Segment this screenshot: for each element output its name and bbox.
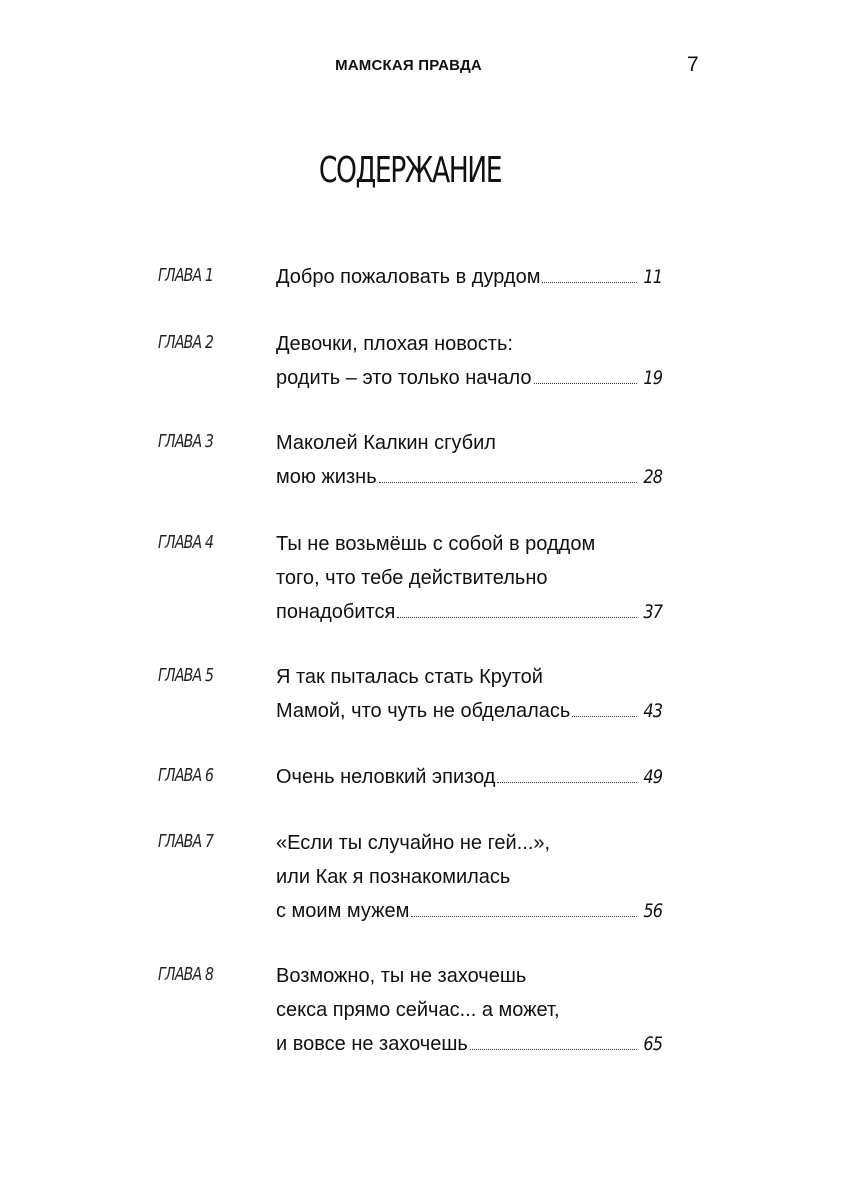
chapter-label: ГЛАВА 1 — [158, 265, 214, 286]
chapter-page-ref: 28 — [643, 466, 662, 488]
dot-leader — [470, 1035, 637, 1050]
dot-leader — [534, 369, 637, 384]
chapter-title-line: родить – это только начало — [276, 367, 532, 389]
chapter-label: ГЛАВА 2 — [158, 332, 214, 353]
chapter-page-ref: 19 — [643, 367, 662, 389]
toc-title: СОДЕРЖАНИЕ — [318, 150, 502, 191]
chapter-title-line: Девочки, плохая новость: — [276, 333, 513, 355]
chapter-title-line: Маколей Калкин сгубил — [276, 432, 496, 454]
chapter-title-line: Очень неловкий эпизод — [276, 766, 496, 788]
chapter-label: ГЛАВА 5 — [158, 665, 214, 686]
chapter-title-line: того, что тебе действительно — [276, 567, 548, 589]
chapter-title-line: и вовсе не захочешь — [276, 1033, 468, 1055]
dot-leader — [497, 768, 636, 783]
dot-leader — [572, 702, 637, 717]
chapter-title-line: Я так пыталась стать Крутой — [276, 666, 543, 688]
chapter-title-line: или Как я познакомилась — [276, 866, 511, 888]
dot-leader — [397, 603, 637, 618]
chapter-label: ГЛАВА 6 — [158, 765, 214, 786]
dot-leader — [542, 268, 636, 283]
chapter-page-ref: 49 — [643, 766, 662, 788]
chapter-title-line: с моим мужем — [276, 900, 410, 922]
dot-leader — [411, 902, 636, 917]
dot-leader — [379, 468, 637, 483]
chapter-page-ref: 43 — [643, 700, 662, 722]
chapter-page-ref: 56 — [643, 900, 662, 922]
chapter-page-ref: 11 — [643, 266, 662, 288]
chapter-title-line: Возможно, ты не захочешь — [276, 965, 527, 987]
chapter-title-line: «Если ты случайно не гей...», — [276, 832, 551, 854]
chapter-label: ГЛАВА 3 — [158, 431, 214, 452]
chapter-title-line: Ты не возьмёшь с собой в роддом — [276, 533, 596, 555]
chapter-title-line: секса прямо сейчас... а может, — [276, 999, 560, 1021]
chapter-page-ref: 65 — [643, 1033, 662, 1055]
chapter-title-line: понадобится — [276, 601, 396, 623]
chapter-label: ГЛАВА 8 — [158, 964, 214, 985]
page-number: 7 — [687, 53, 699, 76]
chapter-title-line: Добро пожаловать в дурдом — [276, 266, 541, 288]
running-head-book-title: МАМСКАЯ ПРАВДА — [335, 57, 482, 74]
chapter-title-line: Мамой, что чуть не обделалась — [276, 700, 571, 722]
chapter-title-line: мою жизнь — [276, 466, 377, 488]
chapter-page-ref: 37 — [643, 601, 662, 623]
chapter-label: ГЛАВА 7 — [158, 831, 214, 852]
chapter-label: ГЛАВА 4 — [158, 532, 214, 553]
